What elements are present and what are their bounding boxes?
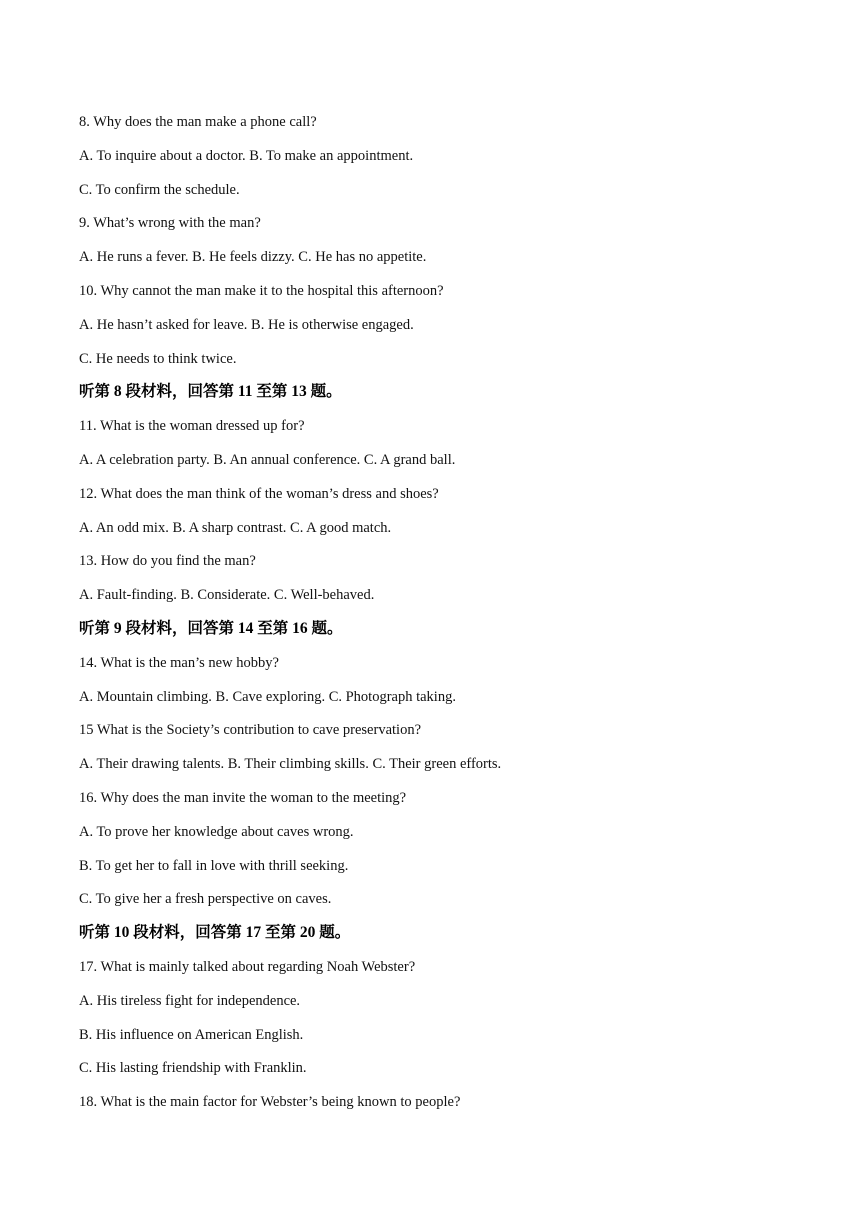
- question-10-option-c: C. He needs to think twice.: [79, 350, 237, 367]
- question-13: 13. How do you find the man?: [79, 553, 256, 570]
- question-18: 18. What is the main factor for Webster’s being known to people?: [79, 1094, 461, 1111]
- question-15: 15 What is the Society’s contribution to cave preservation?: [79, 722, 422, 739]
- section-heading-10: 听第 10 段材料，回答第 17 至第 20 题。: [79, 924, 351, 942]
- question-10: 10. Why cannot the man make it to the hospital this afternoon?: [79, 282, 444, 299]
- question-17-option-c: C. His lasting friendship with Franklin.: [79, 1060, 307, 1077]
- section-heading-9: 听第 9 段材料，回答第 14 至第 16 题。: [79, 619, 343, 637]
- question-9-options: A. He runs a fever. B. He feels dizzy. C. He has no appetite.: [79, 249, 427, 266]
- question-8: 8. Why does the man make a phone call?: [79, 114, 317, 130]
- section-heading-8: 听第 8 段材料，回答第 11 至第 13 题。: [79, 383, 342, 401]
- question-8-options-ab: A. To inquire about a doctor. B. To make an appointment.: [79, 147, 414, 164]
- question-9: 9. What’s wrong with the man?: [79, 215, 261, 232]
- question-17-option-a: A. His tireless fight for independence.: [79, 992, 301, 1009]
- question-16-option-a: A. To prove her knowledge about caves wrong.: [79, 823, 354, 840]
- question-10-options-ab: A. He hasn’t asked for leave. B. He is otherwise engaged.: [79, 316, 414, 333]
- question-15-options: A. Their drawing talents. B. Their climbing skills. C. Their green efforts.: [79, 756, 502, 773]
- question-12: 12. What does the man think of the woman’s dress and shoes?: [79, 485, 439, 502]
- question-14-options: A. Mountain climbing. B. Cave exploring. C. Photograph taking.: [79, 688, 456, 705]
- question-14: 14. What is the man’s new hobby?: [79, 654, 279, 671]
- question-11-options: A. A celebration party. B. An annual conference. C. A grand ball.: [79, 451, 456, 468]
- question-12-options: A. An odd mix. B. A sharp contrast. C. A good match.: [79, 519, 392, 536]
- question-17-option-b: B. His influence on American English.: [79, 1026, 304, 1043]
- question-17: 17. What is mainly talked about regarding Noah Webster?: [79, 958, 416, 975]
- question-16: 16. Why does the man invite the woman to the meeting?: [79, 789, 407, 806]
- question-13-options: A. Fault-finding. B. Considerate. C. Well-behaved.: [79, 587, 375, 604]
- question-16-option-b: B. To get her to fall in love with thrill seeking.: [79, 857, 349, 874]
- document-body: [79, 109, 799, 1123]
- question-11: 11. What is the woman dressed up for?: [79, 418, 305, 435]
- question-8-option-c: C. To confirm the schedule.: [79, 181, 240, 198]
- question-16-option-c: C. To give her a fresh perspective on caves.: [79, 891, 332, 908]
